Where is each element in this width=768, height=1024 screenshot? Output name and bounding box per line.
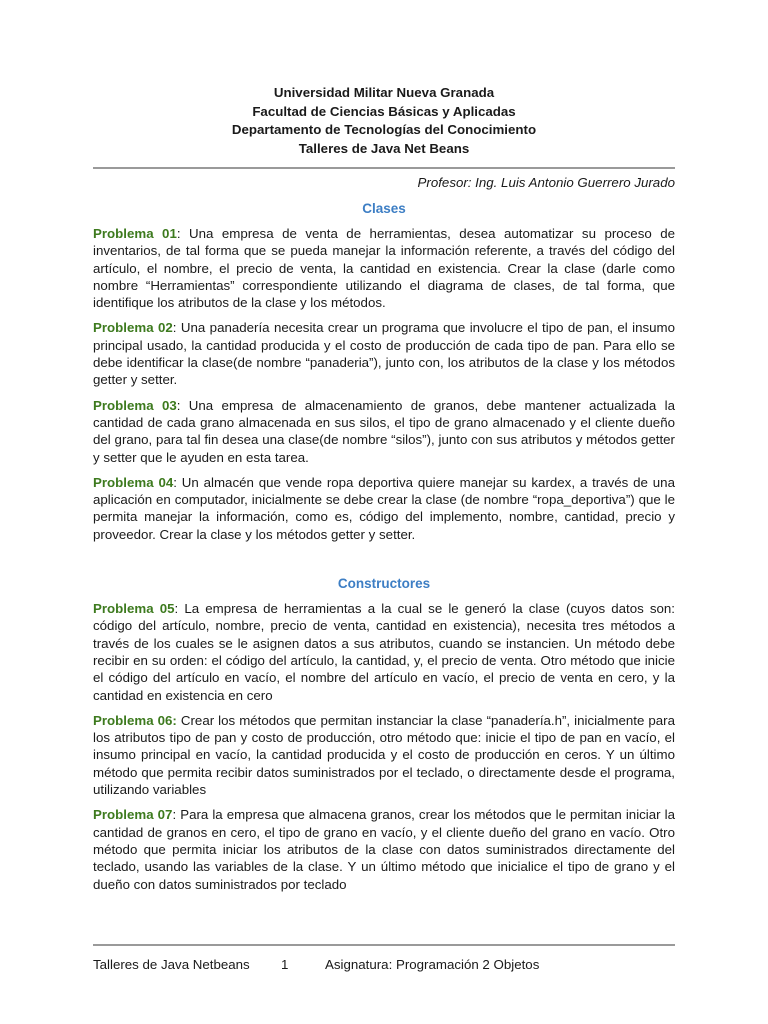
problem-text: Crear los métodos que permitan instanciar la clase “panadería.h”, inicialmente para los atributos tipo de pan y costo de producción, otro método que: inicie el tipo de pan en vacío, el insumo principal en vacío, la cantidad producida y el costo de producción en ceros. Y un último método que permita recibir datos suministrados por el teclado, o directamente desde el programa, utilizando variables bbox=[93, 712, 676, 798]
page-footer bbox=[93, 956, 675, 974]
course-title: Talleres de Java Net Beans bbox=[298, 140, 470, 156]
professor-line: Profesor: Ing. Luis Antonio Guerrero Jurado bbox=[417, 175, 675, 190]
problem-text: : Una panadería necesita crear un programa que involucre el tipo de pan, el insumo principal usado, la cantidad producida y el costo de producción de cada tipo de pan. Para ello se debe identificar la clase(de nombre “panaderia”), junto con, los atributos de la clase y los métodos getter y setter. bbox=[93, 320, 675, 388]
problem-label: Problema 02 bbox=[93, 320, 173, 336]
problem-04 bbox=[93, 474, 675, 543]
problem-label: Problema 07 bbox=[93, 807, 173, 823]
page-number: 1 bbox=[281, 957, 289, 972]
faculty-name: Facultad de Ciencias Básicas y Aplicadas bbox=[252, 103, 516, 119]
problem-label: Problema 04 bbox=[93, 474, 174, 490]
problem-text: : Una empresa de almacenamiento de granos, debe mantener actualizada la cantidad de cada grano almacenada en sus silos, el tipo de grano almacenado y el cliente dueño del grano, para tal fin desea una clase(de nombre “silos”), junto con sus atributos y métodos getter y setter que le ayuden en esta tarea. bbox=[93, 397, 675, 465]
problem-label: Problema 05 bbox=[93, 601, 175, 617]
problem-label: Problema 03 bbox=[93, 397, 177, 413]
problem-text: : Para la empresa que almacena granos, crear los métodos que le permitan iniciar la cantidad de granos en cero, el tipo de grano en vacío, y el cliente dueño del grano en vacío. Otro método que permita iniciar los atributos de la clase con datos suministrados directamente del teclado, usando las variables de la clase. Y un último método que inicialice el tipo de grano y el dueño con datos suministrados por teclado bbox=[93, 807, 675, 892]
problem-06 bbox=[93, 712, 675, 798]
footer-subject: Asignatura: Programación 2 Objetos bbox=[325, 957, 540, 972]
problem-label: Problema 01 bbox=[93, 226, 177, 241]
problem-07 bbox=[93, 806, 675, 892]
document-page bbox=[93, 84, 675, 901]
problem-text: : La empresa de herramientas a la cual se le generó la clase (cuyos datos son: código del artículo, nombre, precio de venta, cantidad en existencia), necesita tres métodos a través de los cuales se le asignen datos a sus atributos, cuando se instancien. Un método debe recibir en su orden: el código del artículo, la cantidad, y, el precio de venta. Otro método que inicie el código del artículo en vacío, el nombre del artículo en vacío, el precio de venta en cero, y la cantidad en existencia en cero bbox=[93, 601, 675, 703]
problem-01 bbox=[93, 225, 675, 311]
problem-03 bbox=[93, 397, 675, 466]
problem-text: : Una empresa de venta de herramientas, desea automatizar su proceso de inventarios, de tal forma que se pueda manejar la información referente, a través del código del artículo, el nombre, el precio de venta, la cantidad en existencia. Crear la clase (darle como nombre “Herramientas” correspondiente utilizando el diagrama de clases, de tal forma, que identifique los atributos de la clase y los métodos. bbox=[93, 226, 675, 311]
footer-divider bbox=[93, 944, 675, 946]
problem-text: : Un almacén que vende ropa deportiva quiere manejar su kardex, a través de una aplicación en computador, inicialmente se debe crear la clase (de nombre “ropa_deportiva”) que le permita manejar la información, como es, código del implemento, nombre, cantidad, precio y proveedor. Crear la clase y los métodos getter y setter. bbox=[93, 474, 675, 542]
section-title-constructores: Constructores bbox=[337, 576, 431, 592]
problem-label: Problema 06: bbox=[93, 712, 177, 728]
document-header bbox=[93, 84, 675, 158]
footer-title: Talleres de Java Netbeans bbox=[93, 957, 250, 972]
section-title-clases: Clases bbox=[362, 201, 406, 216]
university-name: Universidad Militar Nueva Granada bbox=[273, 85, 495, 100]
problem-02 bbox=[93, 319, 675, 388]
problem-05 bbox=[93, 600, 675, 704]
department-name: Departamento de Tecnologías del Conocimiento bbox=[231, 122, 537, 137]
header-divider bbox=[93, 167, 675, 169]
